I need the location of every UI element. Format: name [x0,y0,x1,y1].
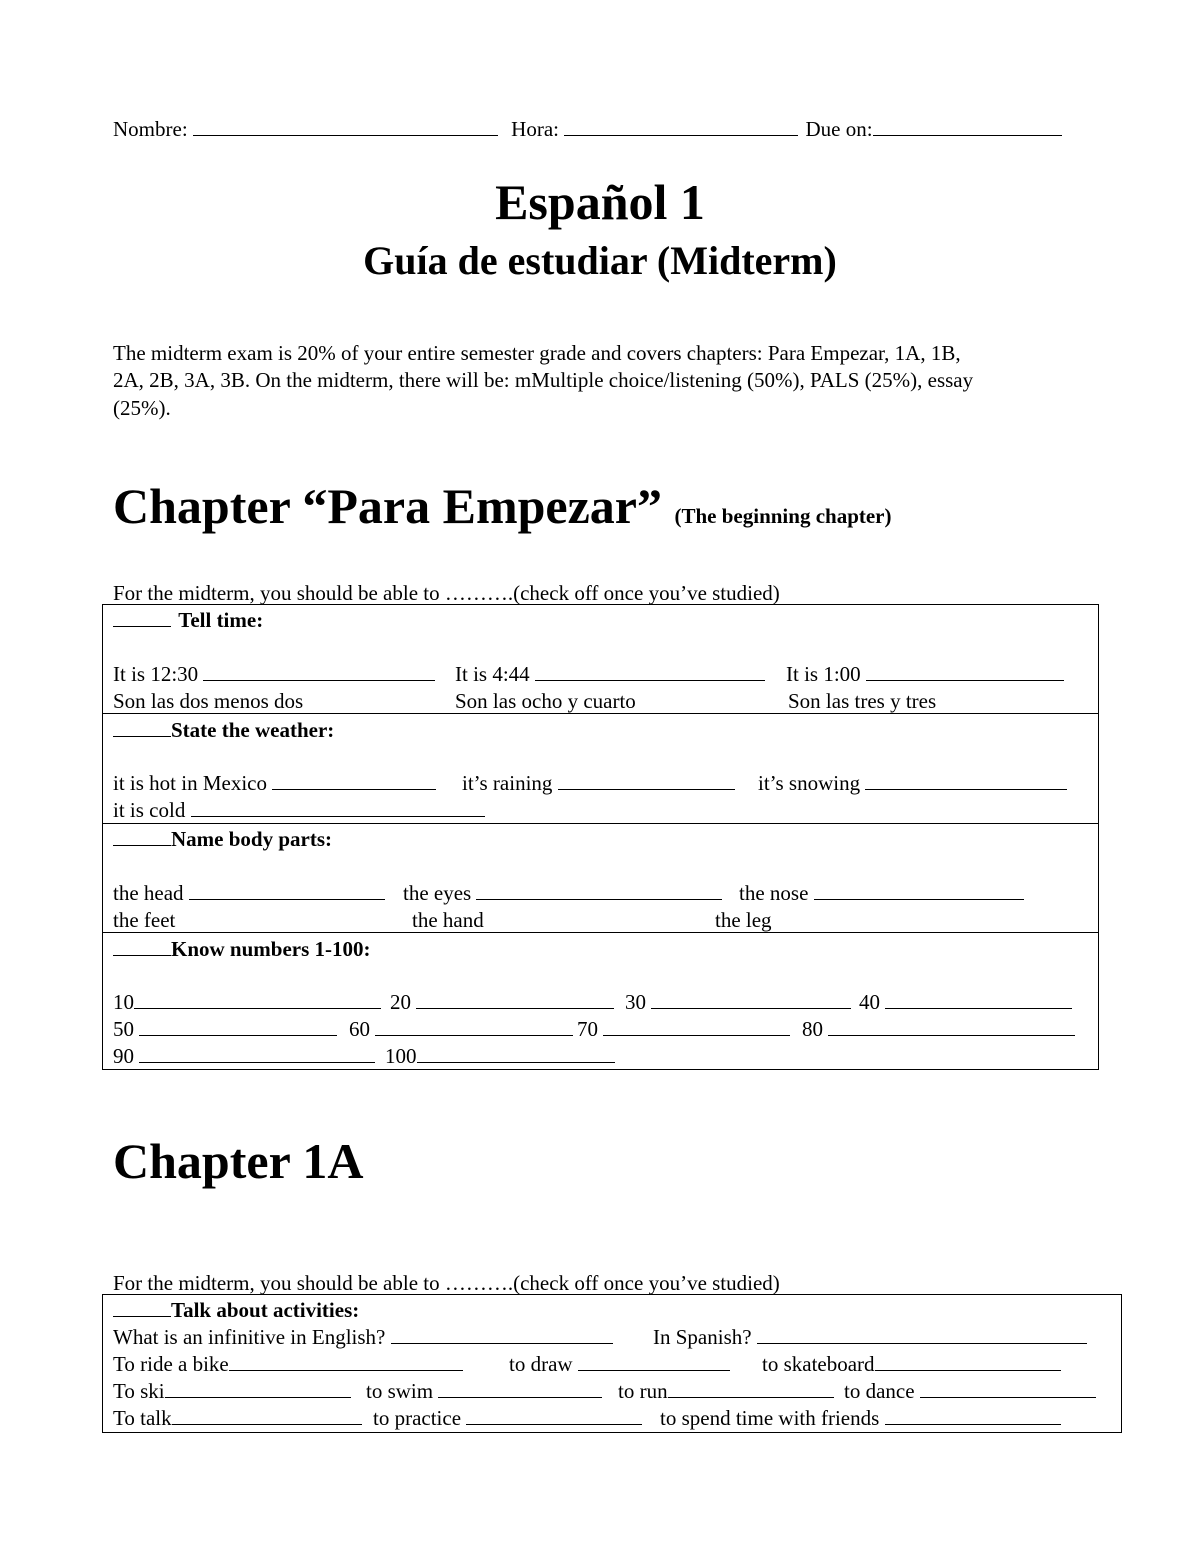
activity-item [660,1406,1061,1430]
time-item [786,662,1064,686]
hour-field[interactable] [564,117,798,136]
activity-answer-field[interactable] [920,1379,1096,1398]
time-checkbox[interactable] [113,608,171,627]
chapter-1a-instruction: For the midterm, you should be able to ……….(check off once you’ve studied) [113,1271,780,1295]
body-prompt: the head [113,881,184,905]
number-item [577,1017,790,1041]
activity-prompt: To ski [113,1379,165,1403]
number-prompt: 40 [859,990,880,1014]
body-checkbox[interactable] [113,827,171,846]
number-answer-field[interactable] [417,1044,615,1063]
weather-item [113,771,436,795]
weather-checkbox[interactable] [113,718,171,737]
time-answer-field[interactable] [535,662,765,681]
time-spanish: Son las tres y tres [788,689,937,713]
activity-prompt: What is an infinitive in English? [113,1325,386,1349]
number-item [802,1017,1075,1041]
activity-prompt: to skateboard [762,1352,875,1376]
time-title: Tell time: [178,608,264,632]
activity-prompt: to draw [509,1352,573,1376]
number-prompt: 70 [577,1017,598,1041]
body-answer-field[interactable] [189,881,385,900]
chapter-pe-heading [113,478,892,544]
weather-prompt: it is cold [113,798,186,822]
name-field[interactable] [193,117,498,136]
chapter-1a-heading: Chapter 1A [113,1133,364,1189]
body-prompt: the feet [113,908,176,932]
chapter-pe-instruction: For the midterm, you should be able to ……….(check off once you’ve studied) [113,581,780,605]
activity-prompt: to spend time with friends [660,1406,880,1430]
activity-prompt: to practice [373,1406,462,1430]
weather-answer-field[interactable] [272,771,436,790]
chapter-pe-note: (The beginning chapter) [674,504,892,528]
table-divider [102,932,1099,933]
number-answer-field[interactable] [134,990,381,1009]
activity-answer-field[interactable] [885,1406,1061,1425]
activities-section-title [113,1298,359,1322]
number-item [390,990,614,1014]
activity-item [653,1325,1087,1349]
number-prompt: 80 [802,1017,823,1041]
body-answer-field[interactable] [476,881,722,900]
number-answer-field[interactable] [416,990,614,1009]
body-section-title [113,827,332,851]
activity-item [618,1379,834,1403]
number-prompt: 90 [113,1044,134,1068]
activities-title: Talk about activities: [171,1298,360,1322]
number-prompt: 10 [113,990,134,1014]
activity-item [366,1379,602,1403]
weather-prompt: it’s raining [462,771,553,795]
time-section-title [113,608,263,632]
number-item [113,1044,375,1068]
due-field[interactable] [873,117,1062,136]
activity-prompt: In Spanish? [653,1325,752,1349]
weather-title: State the weather: [171,718,335,742]
activity-prompt: to dance [844,1379,915,1403]
chapter-pe-title: Chapter “Para Empezar” [113,478,662,534]
body-prompt: the eyes [403,881,472,905]
weather-answer-field[interactable] [558,771,735,790]
time-prompt: It is 1:00 [786,662,861,686]
activity-prompt: To talk [113,1406,172,1430]
table-divider [102,713,1099,714]
activity-item [844,1379,1096,1403]
time-item [113,662,435,686]
activity-answer-field[interactable] [578,1352,730,1371]
body-answer-field[interactable] [814,881,1024,900]
activity-item [113,1379,351,1403]
number-item [859,990,1072,1014]
body-prompt: the leg [715,908,772,932]
number-item [349,1017,573,1041]
activity-answer-field[interactable] [438,1379,602,1398]
number-prompt: 50 [113,1017,134,1041]
number-item [625,990,851,1014]
body-prompt: the nose [739,881,809,905]
body-prompt: the hand [412,908,484,932]
numbers-checkbox[interactable] [113,937,171,956]
activity-item [762,1352,1061,1376]
intro-line-3: (25%). [113,396,171,420]
number-item [113,1017,337,1041]
numbers-section-title [113,937,371,961]
weather-item [113,798,485,822]
number-answer-field[interactable] [885,990,1072,1009]
activity-item [113,1406,362,1430]
table-divider [102,823,1099,824]
body-title: Name body parts: [171,827,332,851]
weather-section-title [113,718,334,742]
number-answer-field[interactable] [139,1017,337,1036]
number-item [385,1044,615,1068]
number-answer-field[interactable] [651,990,851,1009]
body-item [739,881,1024,905]
page-title: Español 1 [495,174,705,230]
intro-line-1: The midterm exam is 20% of your entire semester grade and covers chapters: Para Empezar, 1A, 1B, [113,341,961,365]
activity-answer-field[interactable] [466,1406,642,1425]
activity-answer-field[interactable] [668,1379,834,1398]
time-spanish: Son las dos menos dos [113,689,304,713]
activity-prompt: to run [618,1379,668,1403]
number-prompt: 30 [625,990,646,1014]
weather-answer-field[interactable] [865,771,1067,790]
activity-prompt: To ride a bike [113,1352,229,1376]
time-spanish: Son las ocho y cuarto [455,689,636,713]
numbers-title: Know numbers 1-100: [171,937,371,961]
activity-answer-field[interactable] [165,1379,351,1398]
hour-label: Hora: [511,117,559,141]
name-label: Nombre: [113,117,188,141]
time-answer-field[interactable] [866,662,1064,681]
number-item [113,990,381,1014]
weather-item [462,771,735,795]
weather-prompt: it is hot in Mexico [113,771,267,795]
time-prompt: It is 4:44 [455,662,530,686]
activity-answer-field[interactable] [229,1352,463,1371]
number-answer-field[interactable] [828,1017,1075,1036]
activity-item [509,1352,730,1376]
weather-prompt: it’s snowing [758,771,861,795]
activity-prompt: to swim [366,1379,434,1403]
weather-item [758,771,1067,795]
activity-item [373,1406,642,1430]
body-item [403,881,722,905]
header-line [113,117,1062,141]
time-answer-field[interactable] [203,662,435,681]
time-item [455,662,765,686]
activity-answer-field[interactable] [172,1406,362,1425]
activity-answer-field[interactable] [757,1325,1087,1344]
activity-item [113,1325,613,1349]
weather-answer-field[interactable] [191,798,485,817]
body-item [113,881,385,905]
activity-answer-field[interactable] [391,1325,613,1344]
activity-item [113,1352,463,1376]
number-answer-field[interactable] [139,1044,375,1063]
number-prompt: 100 [385,1044,417,1068]
number-answer-field[interactable] [603,1017,790,1036]
time-prompt: It is 12:30 [113,662,199,686]
number-prompt: 20 [390,990,411,1014]
activities-checkbox[interactable] [113,1298,171,1317]
page-subtitle: Guía de estudiar (Midterm) [363,238,837,283]
activity-answer-field[interactable] [875,1352,1061,1371]
number-prompt: 60 [349,1017,370,1041]
intro-line-2: 2A, 2B, 3A, 3B. On the midterm, there will be: mMultiple choice/listening (50%), PALS (25%), essay [113,368,974,392]
due-label: Due on: [805,117,873,141]
number-answer-field[interactable] [375,1017,573,1036]
